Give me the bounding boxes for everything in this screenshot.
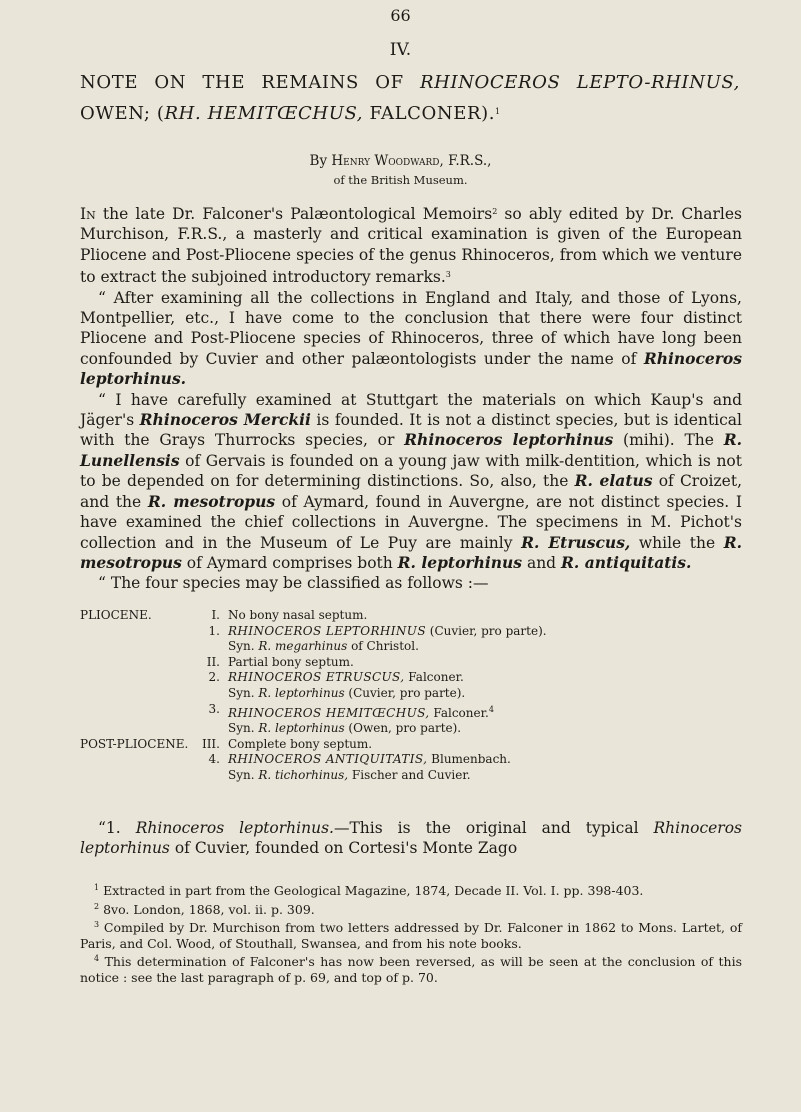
text: while the [630,533,724,552]
closing-paragraph [80,818,742,859]
epoch-label [80,686,190,702]
text: so ably edited by Dr. Charles Murchison, F.R.S., a masterly and critical examination is given of the European Pliocene and Post-Pliocene species of the genus Rhinoceros, from which we venture to extract the subjoined introductory remarks. [80,205,743,287]
classification-row [80,686,742,702]
text: of Aymard, found in Auvergne, are not distinct species. I have examined the chief collections in Auvergne. The specimens in M. Pichot's collection and in the Museum of Le Puy are mainly [80,492,742,552]
row-text [228,752,742,768]
authority: Blumenbach. [427,752,511,767]
title-part: FALCONER). [363,103,496,124]
row-number [190,639,228,655]
species-name: RHINOCEROS HEMITŒCHUS, [228,705,430,720]
taxon-name: Rhinoceros leptorhinus [404,430,614,450]
footnote-text: Compiled by Dr. Murchison from two letters addressed by Dr. Falconer in 1862 to Mons. Lartet, of Paris, and Col. Wood, of Stouthall, Swansea, and from his note books. [80,920,742,951]
footnotes [80,880,742,985]
row-number: III. [201,736,220,751]
paragraph [80,202,742,288]
text: of Cuvier, founded on Cortesi's Monte Zago [169,839,518,858]
taxon-name: R. leptorhinus [397,552,523,572]
text: of Croizet, and the [80,472,743,511]
footnote-mark: 3 [94,920,100,929]
classification-row [80,655,742,671]
authority: Falconer. [404,670,464,685]
text: and [522,553,562,572]
classification-table [80,608,742,784]
footnote [80,917,742,951]
footnote-text: This determination of Falconer's has now been reversed, as will be seen at the conclusion of this notice : see the last paragraph of p. 69, and top of p. 70. [80,954,742,985]
row-text [228,639,742,655]
footnote-mark: 4 [94,954,100,963]
row-text [228,686,742,702]
article-title [80,68,740,128]
title-italic: RHINOCEROS LEPTO-RHINUS, [420,72,740,93]
text: is founded. It is not a distinct species, but is identical with the Grays Thurrocks species, or [80,411,743,450]
taxon-name: R. antiquitatis. [561,552,692,572]
footnote [80,899,742,918]
text: the late Dr. Falconer's Palæontological Memoirs [95,205,493,223]
taxon-name: R. Etruscus, [521,532,631,552]
epoch-label [80,752,190,768]
row-number [190,686,228,702]
body-text [80,202,742,594]
taxon-name: R. Lunellensis [80,430,742,470]
row-number: 4. [208,752,220,767]
row-number [190,721,228,737]
row-text [228,737,742,753]
epoch-label [80,655,190,671]
footnote-mark: 2 [94,901,100,911]
author-credentials: , F.R.S., [439,153,492,169]
epoch-label: POST-PLIOCENE. [80,736,189,751]
row-text [228,608,742,624]
epoch-label [80,768,190,784]
row-plain-text: Partial bony septum. [228,654,354,669]
epoch-label [80,624,190,640]
paragraph [80,390,742,574]
row-number: I. [211,608,220,622]
footnote [80,951,742,985]
text: of Gervais is founded on a young jaw with milk-dentition, which is not to be depended on for determining distinctions. So, also, the [80,451,742,491]
text: “ After examining all the collections in England and Italy, and those of Lyons, Montpellier, etc., I have come to the conclusion that there were four distinct Pliocene and Post-Pliocene species of Rhinoceros, three of which have long been confounded by Cuvier and other palæontologists under the name of [80,288,742,368]
footnote [80,880,742,899]
classification-row [80,721,742,737]
epoch-label [80,721,190,737]
authority: Falconer. [429,705,489,720]
footnote-text: Extracted in part from the Geological Magazine, 1874, Decade II. Vol. I. pp. 398-403. [99,883,644,898]
classification-row [80,752,742,768]
taxon-name: R. mesotropus [147,491,276,511]
classification-row [80,608,742,624]
footnote-mark: 2 [492,207,498,216]
row-number: 2. [208,670,220,685]
synonym-name: R. leptorhinus [258,721,345,736]
row-text [228,702,742,722]
row-number: 1. [208,623,220,638]
section-number: IV. [389,40,412,60]
author-name: Henry Woodward [331,153,440,169]
classification-row [80,702,742,722]
byline-by: By [309,153,332,169]
synonym-name: R. megarhinus [258,639,348,654]
taxon-name: Rhinoceros leptorhinus [80,819,742,858]
row-number [190,768,228,784]
epoch-label [80,702,190,722]
text: (mihi). The [613,431,724,450]
authority: (Cuvier, pro parte). [344,685,466,700]
paragraph [80,818,742,859]
footnote-mark: 3 [445,270,451,280]
row-text [228,670,742,686]
synonym-name: R. leptorhinus [258,685,345,700]
text: “ I have carefully examined at Stuttgart the materials on which Kaup's and Jäger's [80,390,742,430]
epoch-label [80,639,190,655]
row-plain-text: Syn. [228,767,259,782]
classification-row [80,639,742,655]
row-plain-text: No bony nasal septum. [228,608,368,622]
classification-row [80,670,742,686]
epoch-label [80,670,190,686]
authority: (Owen, pro parte). [344,721,462,736]
row-text [228,721,742,737]
row-plain-text: Syn. [228,639,259,654]
row-number: II. [206,654,220,669]
synonym-name: R. tichorhinus, [258,767,349,782]
row-plain-text: Complete bony septum. [228,736,373,751]
footnote-mark: 1 [94,883,100,892]
title-part: OWEN; ( [80,103,165,124]
classification-row [80,624,742,640]
footnote-mark: 4 [488,704,494,714]
text: —This is the original and typical [333,819,654,837]
epoch-label: PLIOCENE. [80,608,152,622]
row-plain-text: Syn. [228,721,259,736]
taxon-name: Rhinoceros leptorhinus. [135,819,334,837]
byline [0,153,801,169]
taxon-name: Rhinoceros leptorhinus. [80,348,742,389]
text: of Aymard comprises both [181,553,398,572]
species-name: RHINOCEROS LEPTORHINUS [228,623,426,638]
drop-word: In [80,205,96,223]
row-text [228,655,742,671]
page-number: 66 [390,6,411,25]
species-name: RHINOCEROS ETRUSCUS, [228,670,405,685]
text: “1. [98,819,136,837]
taxon-name: R. elatus [574,471,653,491]
row-plain-text: Syn. [228,685,259,700]
row-text [228,624,742,640]
text: “ The four species may be classified as follows :— [98,574,489,593]
title-part: NOTE ON THE REMAINS OF [80,72,421,93]
row-number: 3. [208,701,220,716]
title-italic: RH. HEMITŒCHUS, [164,103,364,124]
paragraph [80,288,742,390]
authority: (Cuvier, pro parte). [425,623,547,638]
footnote-mark: 1 [495,107,501,116]
taxon-name: Rhinoceros Merckii [139,410,311,430]
authority: Fischer and Cuvier. [348,767,471,782]
classification-row [80,737,742,753]
species-name: RHINOCEROS ANTIQUITATIS, [228,752,428,767]
classification-row [80,768,742,784]
row-text [228,768,742,784]
authority: of Christol. [347,639,419,654]
footnote-text: 8vo. London, 1868, vol. ii. p. 309. [99,901,315,917]
taxon-name: R. mesotropus [80,532,742,572]
paragraph [80,573,742,593]
author-affiliation: of the British Museum. [333,173,468,187]
